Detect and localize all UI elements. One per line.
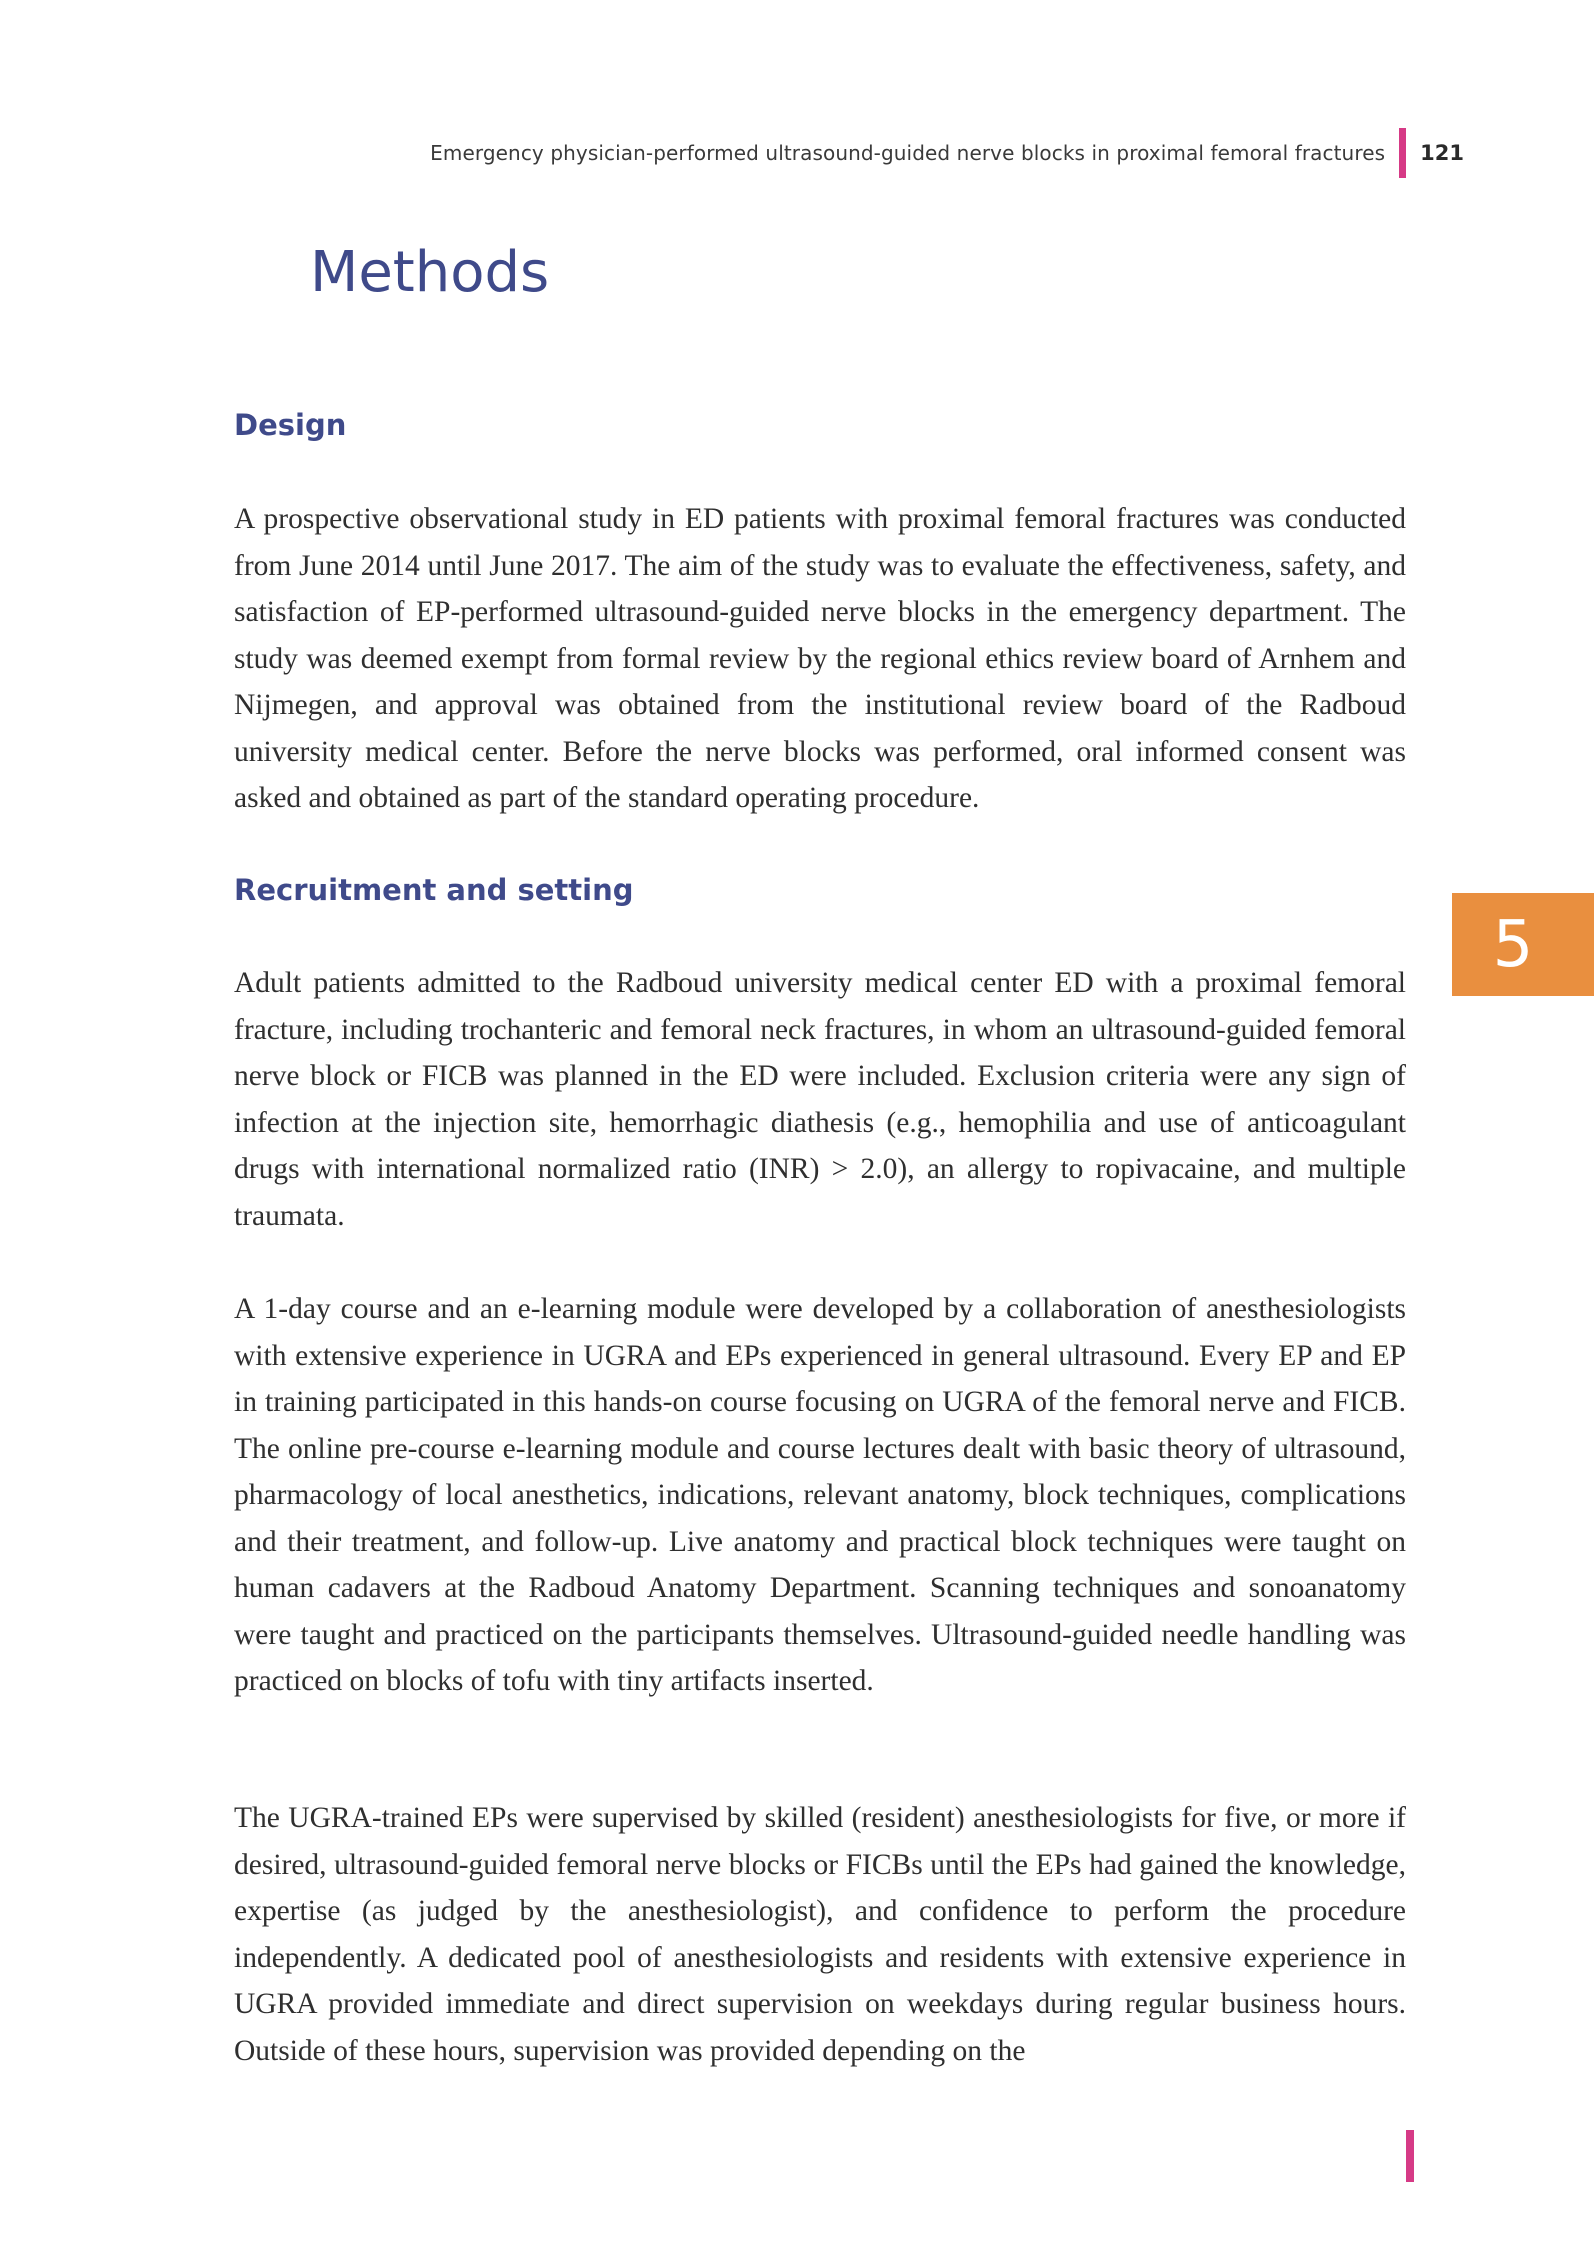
paragraph-design: A prospective observational study in ED patients with proximal femoral fractures was conducted from June 2014 until June 2017. The aim of the study was to evaluate the effectiveness, safety, and satisfaction of EP-performed ultrasound-guided nerve blocks in the emergency department. The study was deemed exempt from formal review by the regional ethics review board of Arnhem and Nijmegen, and approval was obtained from the institutional review board of the Radboud university medical center. Before the nerve blocks was performed, oral informed consent was asked and obtained as part of the standard operating procedure. <box>234 503 1406 814</box>
running-header <box>430 128 1464 178</box>
section-title: Methods <box>310 240 550 305</box>
paragraph-inclusion: Adult patients admitted to the Radboud university medical center ED with a proximal femoral fracture, including trochanteric and femoral neck fractures, in whom an ultrasound-guided femoral nerve block or FICB was planned in the ED were included. Exclusion criteria were any sign of infection at the injection site, hemorrhagic diathesis (e.g., hemophilia and use of anticoagulant drugs with international normalized ratio (INR) > 2.0), an allergy to ropivacaine, and multiple traumata. <box>234 967 1406 1232</box>
running-title: Emergency physician-performed ultrasound-guided nerve blocks in proximal femoral fractures <box>430 141 1386 165</box>
footer-accent-bar <box>1406 2130 1414 2182</box>
heading-recruitment: Recruitment and setting <box>234 873 634 907</box>
page-number: 121 <box>1420 141 1464 165</box>
heading-design: Design <box>234 408 347 442</box>
chapter-tab: 5 <box>1452 893 1594 996</box>
paragraph-supervision: The UGRA-trained EPs were supervised by skilled (resident) anesthesiologists for five, or more if desired, ultrasound-guided femoral nerve blocks or FICBs until the EPs had gained the knowledge, expertise (as judged by the anesthesiologist), and confidence to perform the procedure independently. A dedicated pool of anesthesiologists and residents with extensive experience in UGRA provided immediate and direct supervision on weekdays during regular business hours. Outside of these hours, supervision was provided depending on the <box>234 1802 1406 2067</box>
header-accent-bar <box>1399 128 1406 178</box>
paragraph-training: A 1-day course and an e-learning module were developed by a collaboration of anesthesiologists with extensive experience in UGRA and EPs experienced in general ultrasound. Every EP and EP in training participated in this hands-on course focusing on UGRA of the femoral nerve and FICB. The online pre-course e-learning module and course lectures dealt with basic theory of ultrasound, pharmacology of local anesthetics, indications, relevant anatomy, block techniques, complications and their treatment, and follow-up. Live anatomy and practical block techniques were taught on human cadavers at the Radboud Anatomy Department. Scanning techniques and sonoanatomy were taught and practiced on the participants themselves. Ultrasound-guided needle handling was practiced on blocks of tofu with tiny artifacts inserted. <box>234 1293 1406 1697</box>
